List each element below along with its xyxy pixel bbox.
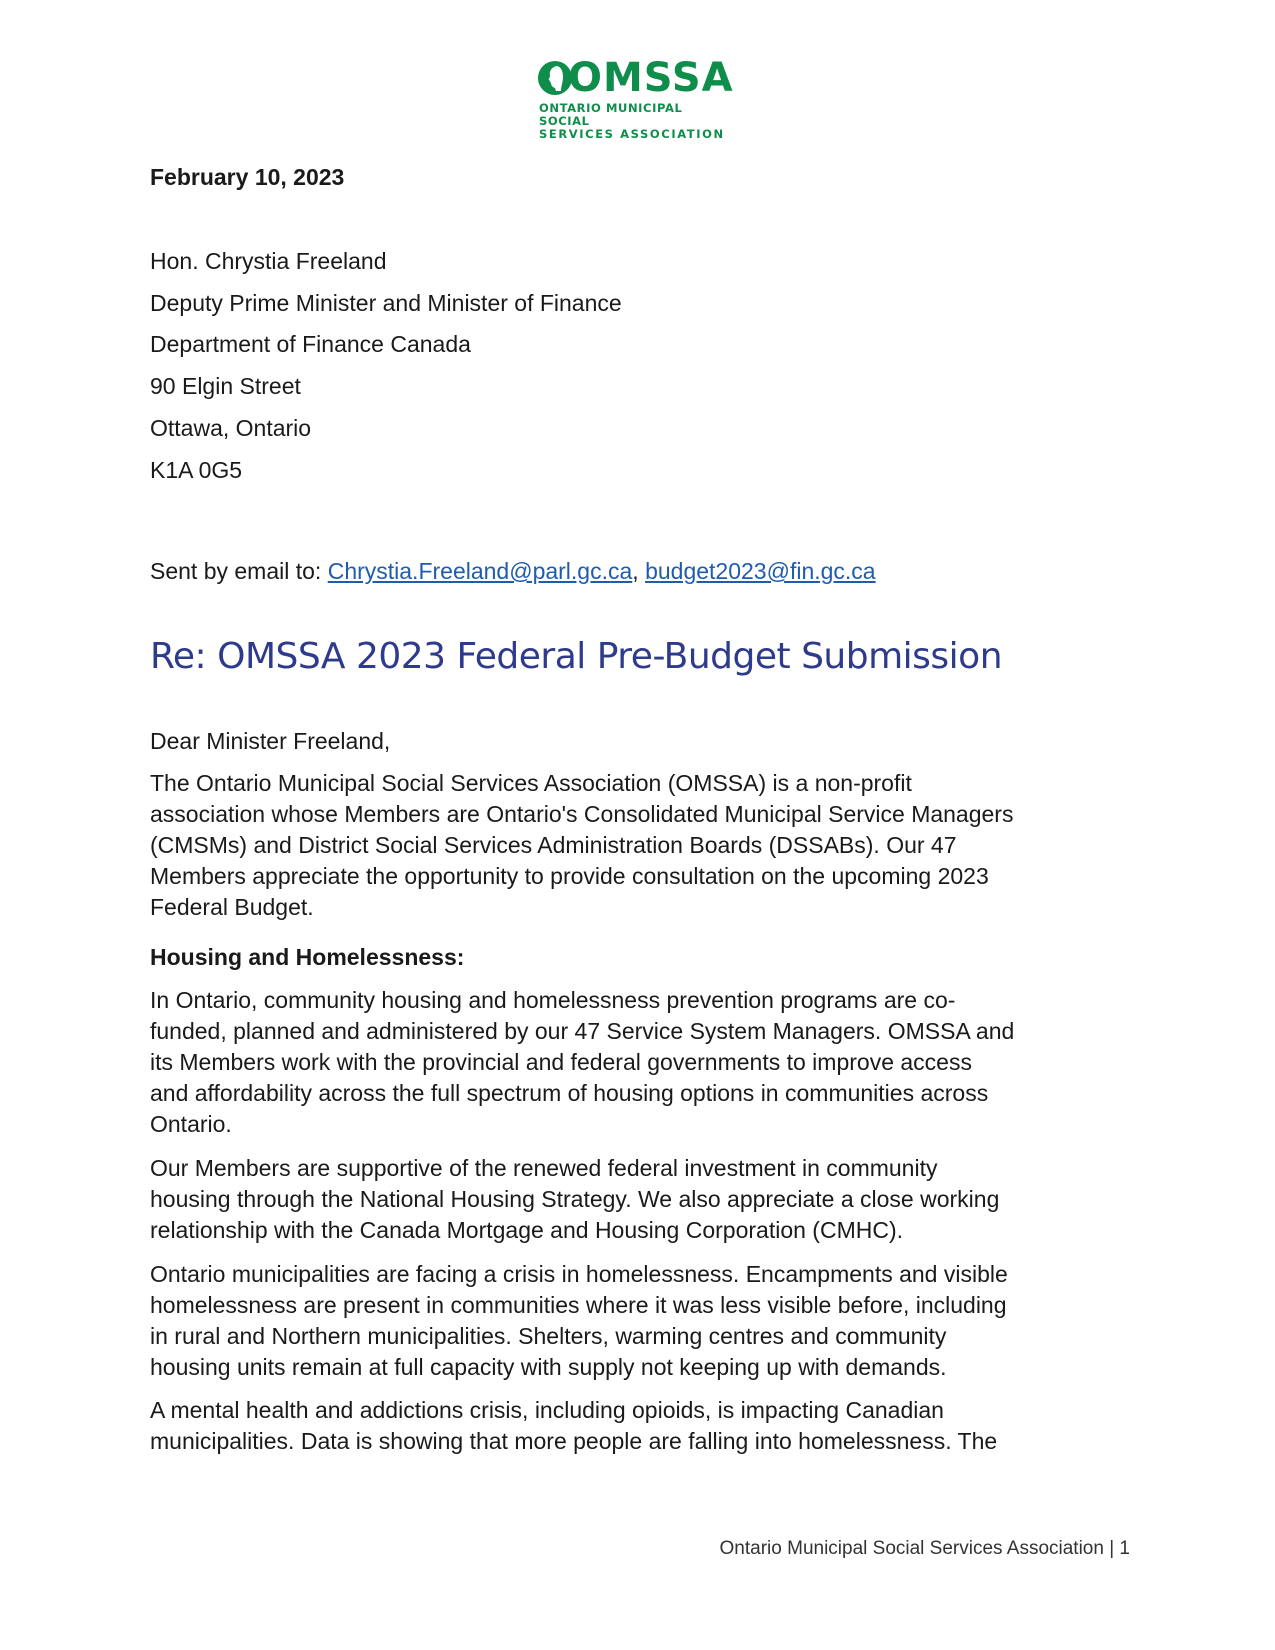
logo-subtitle-line-1: ONTARIO MUNICIPAL SOCIAL [539,101,683,128]
logo-wordmark [537,55,737,101]
page-footer: Ontario Municipal Social Services Association | 1 [719,1538,1130,1559]
email-link-budget[interactable]: budget2023@fin.gc.ca [645,558,876,584]
paragraph-line: Our Members are supportive of the renewed federal investment in community [150,1155,938,1181]
housing-paragraph-1 [150,985,1130,1140]
paragraph-line: municipalities. Data is showing that more people are falling into homelessness. The [150,1428,998,1454]
subject-heading: Re: OMSSA 2023 Federal Pre-Budget Submission [150,636,1003,677]
letter-date: February 10, 2023 [150,164,345,190]
paragraph-line: its Members work with the provincial and federal governments to improve access [150,1049,972,1075]
email-separator: , [632,558,646,584]
paragraph-line: In Ontario, community housing and homelessness prevention programs are co- [150,987,956,1013]
address-line-5: Ottawa, Ontario [150,415,312,441]
address-line-1: Hon. Chrystia Freeland [150,248,387,274]
paragraph-line: in rural and Northern municipalities. Shelters, warming centres and community [150,1323,947,1349]
email-prefix: Sent by email to: [150,558,328,584]
paragraph-line: housing through the National Housing Strategy. We also appreciate a close working [150,1186,1000,1212]
intro-line: Federal Budget. [150,894,314,920]
logo-subtitle [537,102,737,141]
section-heading-housing: Housing and Homelessness: [150,944,465,970]
paragraph-line: relationship with the Canada Mortgage and Housing Corporation (CMHC). [150,1217,903,1243]
intro-line: association whose Members are Ontario's Consolidated Municipal Service Managers [150,801,1014,827]
paragraph-line: Ontario municipalities are facing a crisis in homelessness. Encampments and visible [150,1261,1008,1287]
housing-paragraph-4 [150,1395,1130,1457]
housing-paragraph-2 [150,1153,1130,1246]
logo-name: OMSSA [568,55,734,101]
paragraph-line: homelessness are present in communities where it was less visible before, including [150,1292,1007,1318]
intro-line: (CMSMs) and District Social Services Administration Boards (DSSABs). Our 47 [150,832,957,858]
paragraph-line: funded, planned and administered by our 47 Service System Managers. OMSSA and [150,1018,1015,1044]
omssa-logo [537,55,737,141]
email-line [150,556,876,587]
address-line-2: Deputy Prime Minister and Minister of Finance [150,290,622,316]
salutation: Dear Minister Freeland, [150,728,391,754]
address-line-3: Department of Finance Canada [150,331,471,357]
address-line-6: K1A 0G5 [150,457,243,483]
intro-line: The Ontario Municipal Social Services Association (OMSSA) is a non-profit [150,770,912,796]
address-line-4: 90 Elgin Street [150,373,301,399]
email-link-freeland[interactable]: Chrystia.Freeland@parl.gc.ca [327,558,633,584]
logo-subtitle-line-2: SERVICES ASSOCIATION [539,127,725,141]
paragraph-line: A mental health and addictions crisis, including opioids, is impacting Canadian [150,1397,944,1423]
intro-line: Members appreciate the opportunity to provide consultation on the upcoming 2023 [150,863,989,889]
housing-paragraph-3 [150,1259,1130,1383]
paragraph-line: housing units remain at full capacity with supply not keeping up with demands. [150,1354,947,1380]
paragraph-line: and affordability across the full spectrum of housing options in communities across [150,1080,989,1106]
intro-paragraph [150,768,1130,923]
paragraph-line: Ontario. [150,1111,232,1137]
